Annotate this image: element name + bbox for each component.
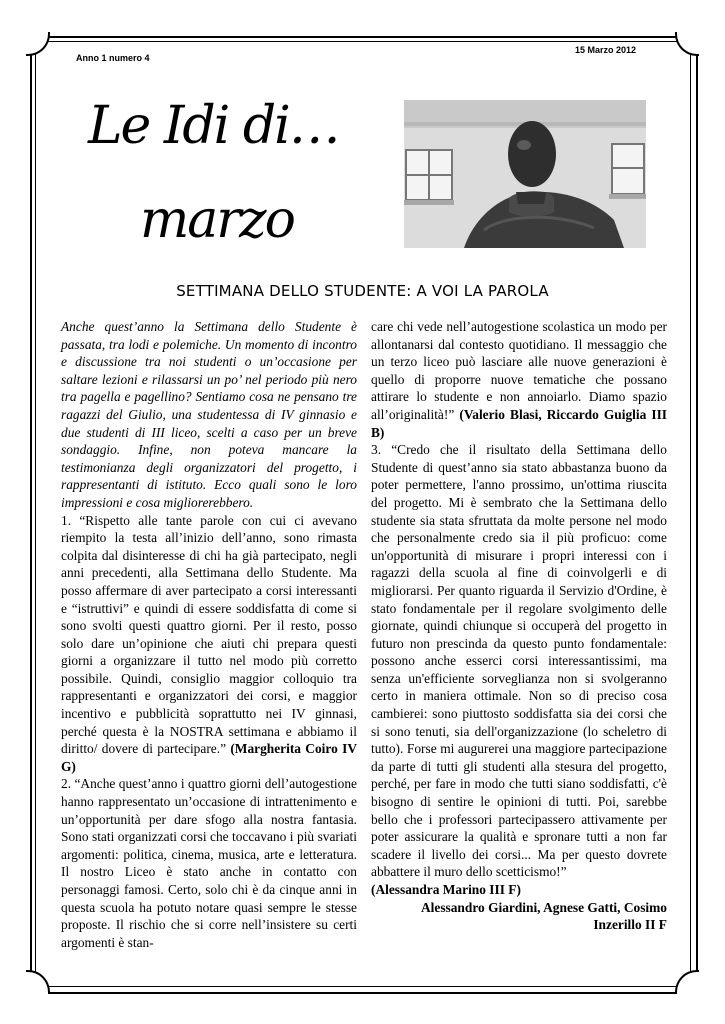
testimony-1 [61, 512, 357, 776]
article-column-left [61, 318, 357, 951]
testimony-2-end [371, 318, 667, 441]
testimony-2-text: care chi vede nell’autogestione scolastica un modo per allontanarsi dal contesto quotidiano. Il messaggio che un terzo liceo può lasciare alle nuove generazioni è quello di proporre nuove tematiche che possano attirare lo studente e non annoiarlo. Diamo spazio all’originalità!” [371, 319, 667, 422]
testimony-3-signature: (Alessandra Marino III F) [371, 882, 521, 897]
article-intro: Anche quest’anno la Settimana dello Studente è passata, tra lodi e polemiche. Un momento di incontro e discussione tra noi studenti o un’occasione per saltare lezioni e rilassarsi un po’ nel periodo più nero tra pagella e pagellino? Sentiamo cosa ne pensano tre ragazzi del Giulio, una studentessa di IV ginnasio e due studenti di III liceo, scelti a caso per un breve sondaggio. Infine, non poteva mancare la testimonianza degli organizzatori del progetto, i rappresentanti di istituto. Ecco quali sono le loro impressioni e cosa migliorerebbero. [61, 319, 357, 510]
masthead-title-line1: Le Idi di… [88, 96, 339, 156]
testimony-1-text: 1. “Rispetto alle tante parole con cui ci avevano riempito la testa all’inizio dell’anno, sono rimasta colpita dal disinteresse di chi ha già partecipato, negli anni precedenti, alla Settimana dello Studente. Ma posso affermare di aver partecipato a corsi interessanti e “istruttivi” e quindi di essere soddisfatta di come si sono svolti questi quattro giorni. Per il resto, posso solo dare un’opinione che aiuti chi prepara questi giorni a organizzare il tutto nel modo più corretto possibile. Quindi, consiglio maggior colloquio tra rappresentanti e organizzatori dei corsi, e maggior incentivo e pubblicità soprattutto nei IV ginnasi, perché questa è la NOSTRA settimana e abbiamo il diritto/ dovere di partecipare.” [61, 512, 357, 757]
testimony-1-signature: (Margherita Coiro IV G) [61, 741, 357, 774]
issue-date: 15 Marzo 2012 [575, 45, 637, 55]
testimony-2-start: 2. “Anche quest’anno i quattro giorni dell’autogestione hanno rappresentato un’occasione di intrattenimento e un’opportunità per dare sfogo alla nostra fantasia. Sono stati organizzati corsi che toccavano i più svariati argomenti: politica, cinema, musica, arte e letteratura. Il nostro Liceo è stato anche in contatto con personaggi famosi. Certo, solo chi è da cinque anni in questa scuola ha potuto notare quasi sempre le stesse proposte. Il rischio che si corre nell’insistere su certi argomenti è stan- [61, 776, 357, 950]
article-column-right [371, 318, 667, 934]
caesar-bust-photo [404, 100, 646, 248]
masthead-title-line2: marzo [140, 190, 294, 250]
article-authors: Alessandro Giardini, Agnese Gatti, Cosimo Inzerillo II F [420, 899, 667, 933]
testimony-3-text: 3. “Credo che il risultato della Settimana dello Studente di quest’anno sia stato abbastanza buono da poter permettere, l'anno prossimo, un'ottima riuscita del progetto. Mi è sembrato che la Settimana dello studente sia stata sfruttata da molte persone nel modo che personalmente credo sia il più proficuo: come un'opportunità di misurare i propri interessi con i ragazzi della scuola al fine di coinvolgerli e di migliorarsi. Per quanto riguarda il Servizio d'Ordine, è stato fondamentale per il regolare svolgimento delle giornate, quindi chiunque si occuperà del progetto in futuro non prescinda da questo punto fondamentale: possono anche esserci corsi interessantissimi, ma senza un'efficiente sorveglianza non si svolgeranno certo in maniera ottimale. Non so di preciso cosa cambierei: sono piuttosto soddisfatta sia dei corsi che si sono tenuti, sia dell'organizzazione (lo scheletro di tutto). Forse mi augurerei una maggiore partecipazione da parte di tutti gli studenti alla stesura del progetto, perché, per fare in modo che tutti siano soddisfatti, c'è bisogno di sentire le opinioni di tutti. Poi, sarebbe bello che i professori partecipassero attivamente per poter assicurare la qualità e spronare tutti a non far scadere il livello dei corsi... Ma per questo dovrete abbattere il muro dello scetticismo!” [371, 442, 667, 880]
testimony-2-signature: (Valerio Blasi, Riccardo Guiglia III B) [371, 406, 667, 440]
article-headline: SETTIMANA DELLO STUDENTE: A VOI LA PAROLA [176, 282, 549, 300]
issue-number: Anno 1 numero 4 [76, 53, 150, 63]
